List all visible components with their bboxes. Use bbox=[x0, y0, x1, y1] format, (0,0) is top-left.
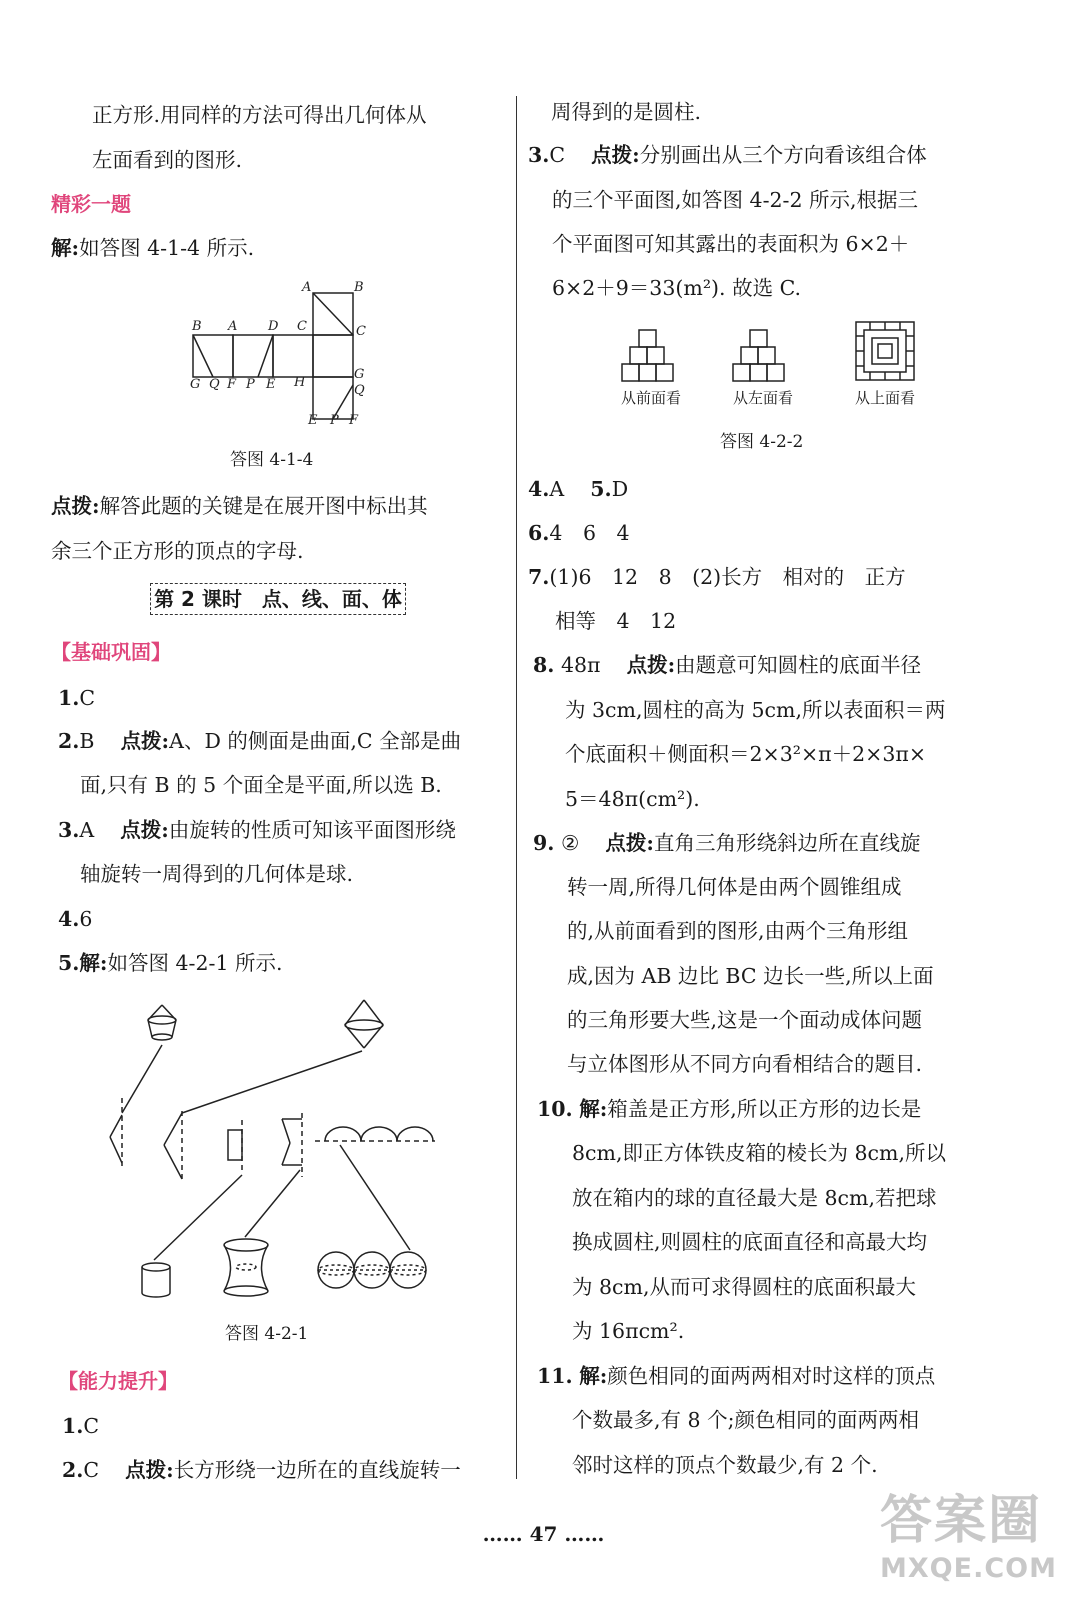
answer-line bbox=[58, 953, 283, 974]
figure-4-1-4 bbox=[180, 278, 380, 433]
vertex-label: C bbox=[356, 324, 366, 339]
plane-shape-3 bbox=[228, 1120, 242, 1170]
jie-label: 解: bbox=[579, 1364, 608, 1388]
question-number: 4. bbox=[528, 477, 550, 501]
answer-value: 6 bbox=[79, 907, 93, 931]
view-top-drawing bbox=[856, 322, 914, 380]
solid-double-cone bbox=[345, 1000, 383, 1048]
question-number: 9. bbox=[533, 831, 555, 855]
jie-label: 解: bbox=[79, 951, 108, 975]
hint-label: 点拨: bbox=[626, 653, 676, 677]
solid-cylinder bbox=[142, 1263, 170, 1297]
vertex-label: E bbox=[308, 413, 318, 428]
text-line: 的三角形要大些,这是一个面动成体问题 bbox=[567, 1008, 923, 1032]
vertex-label: F bbox=[227, 377, 237, 392]
answer-value: 4 6 4 bbox=[549, 521, 630, 545]
net-diagonal bbox=[258, 335, 273, 377]
hint-label: 点拨: bbox=[120, 729, 170, 753]
hint-text: 解答此题的关键是在展开图中标出其 bbox=[99, 494, 428, 518]
jie-label: 解: bbox=[579, 1097, 608, 1121]
text-line: 正方形.用同样的方法可得出几何体从 bbox=[92, 103, 427, 127]
view-front-drawing bbox=[622, 330, 673, 381]
vertex-label: A bbox=[302, 280, 312, 295]
text-line: 个平面图可知其露出的表面积为 6×2＋ bbox=[552, 232, 910, 256]
figure-4-2-2 bbox=[615, 318, 935, 390]
answer-line bbox=[58, 688, 95, 709]
text-line: 为 16πcm². bbox=[572, 1319, 685, 1343]
net-diagonal bbox=[313, 293, 353, 335]
figure-caption: 答图 4-1-4 bbox=[230, 450, 314, 470]
text-line: 8cm,即正方体铁皮箱的棱长为 8cm,所以 bbox=[572, 1141, 946, 1165]
vertex-label: H bbox=[294, 375, 306, 390]
text-line: 换成圆柱,则圆柱的底面直径和高最大均 bbox=[572, 1230, 928, 1254]
view-label: 从上面看 bbox=[855, 389, 916, 407]
answer-text: 如答图 4-2-1 所示. bbox=[107, 951, 283, 975]
answer-line bbox=[537, 1099, 921, 1120]
text-line: 周得到的是圆柱. bbox=[551, 100, 702, 124]
text-line: 为 3cm,圆柱的高为 5cm,所以表面积＝两 bbox=[565, 698, 946, 722]
vertex-label: P bbox=[330, 413, 339, 428]
question-number: 3. bbox=[528, 143, 550, 167]
vertex-label: G bbox=[190, 377, 201, 392]
plane-shape-1 bbox=[110, 1098, 122, 1170]
question-number: 4. bbox=[58, 907, 80, 931]
question-number: 2. bbox=[58, 729, 80, 753]
figure-caption: 答图 4-2-1 bbox=[225, 1324, 309, 1344]
answer-text: 如答图 4-1-4 所示. bbox=[79, 236, 255, 260]
answer-text: 箱盖是正方形,所以正方形的边长是 bbox=[607, 1097, 922, 1121]
hint-line: 余三个正方形的顶点的字母. bbox=[51, 539, 304, 563]
answer-line bbox=[533, 655, 921, 676]
answer-value: 48π bbox=[560, 653, 601, 677]
section-ability: 【能力提升】 bbox=[58, 1369, 178, 1393]
answer-line bbox=[58, 731, 461, 752]
text-line: 与立体图形从不同方向看相结合的题目. bbox=[567, 1052, 923, 1076]
question-number: 6. bbox=[528, 521, 550, 545]
figure-4-2-1 bbox=[100, 995, 450, 1305]
text-line: 轴旋转一周得到的几何体是球. bbox=[80, 862, 354, 886]
text-line: 个底面积＋侧面积＝2×3²×π＋2×3π× bbox=[565, 742, 927, 766]
vertex-label: F bbox=[349, 413, 359, 428]
answer-line bbox=[58, 820, 456, 841]
question-number: 8. bbox=[533, 653, 555, 677]
watermark-logo: 答案圈 bbox=[880, 1491, 1043, 1551]
view-label: 从左面看 bbox=[733, 389, 794, 407]
solid-cone-top bbox=[148, 1005, 176, 1040]
watermark-url: MXQE.COM bbox=[880, 1553, 1057, 1584]
plane-shape-4 bbox=[282, 1113, 302, 1177]
question-number: 3. bbox=[58, 818, 80, 842]
hint-line bbox=[51, 496, 428, 517]
net-square bbox=[273, 335, 313, 377]
vertex-label: P bbox=[246, 377, 255, 392]
plane-shape-2 bbox=[164, 1111, 182, 1179]
solid-three-spheres bbox=[318, 1252, 426, 1288]
page-number: …… 47 …… bbox=[482, 1522, 605, 1546]
text-line: 个数最多,有 8 个;颜色相同的面两两相 bbox=[572, 1408, 919, 1432]
net-square bbox=[193, 335, 233, 377]
view-label: 从前面看 bbox=[621, 389, 682, 407]
hint-label: 点拨: bbox=[125, 1458, 174, 1482]
answer-line bbox=[537, 1366, 935, 1387]
answer-text: 颜色相同的面两两相对时这样的顶点 bbox=[607, 1364, 936, 1388]
answer-line bbox=[528, 523, 630, 544]
question-number: 5. bbox=[58, 951, 80, 975]
section-highlight: 精彩一题 bbox=[51, 192, 131, 216]
hint-text: 由题意可知圆柱的底面半径 bbox=[675, 653, 922, 677]
plane-shape-5 bbox=[315, 1127, 435, 1141]
vertex-label: B bbox=[354, 280, 364, 295]
vertex-label: C bbox=[297, 319, 307, 334]
hint-text: A、D 的侧面是曲面,C 全部是曲 bbox=[169, 729, 462, 753]
question-number: 1. bbox=[58, 686, 80, 710]
vertex-label: Q bbox=[354, 383, 365, 398]
answer-value: ② bbox=[560, 831, 580, 855]
vertex-label: B bbox=[192, 319, 202, 334]
answer-value: A bbox=[79, 818, 95, 842]
hint-label: 点拨: bbox=[51, 494, 100, 518]
watermark bbox=[880, 1478, 1070, 1588]
answer-line bbox=[528, 145, 927, 166]
answer-line bbox=[533, 833, 920, 854]
vertex-label: D bbox=[268, 319, 279, 334]
hint-text: 长方形绕一边所在的直线旋转一 bbox=[173, 1458, 461, 1482]
text-line: 6×2＋9＝33(m²). 故选 C. bbox=[552, 276, 802, 300]
text-line: 邻时这样的顶点个数最少,有 2 个. bbox=[572, 1453, 878, 1477]
answer-line bbox=[58, 909, 92, 930]
question-number: 1. bbox=[62, 1414, 84, 1438]
figure-caption: 答图 4-2-2 bbox=[720, 432, 804, 452]
question-number: 10. bbox=[537, 1097, 573, 1121]
answer-value: A bbox=[549, 477, 565, 501]
hint-text: 直角三角形绕斜边所在直线旋 bbox=[653, 831, 921, 855]
answer-line bbox=[62, 1460, 461, 1481]
question-number: 2. bbox=[62, 1458, 84, 1482]
answer-line bbox=[528, 479, 628, 500]
question-number: 7. bbox=[528, 565, 550, 589]
jie-label: 解: bbox=[51, 236, 80, 260]
answer-value: C bbox=[83, 1414, 100, 1438]
vertex-label: A bbox=[228, 319, 238, 334]
net-diagonal bbox=[193, 335, 213, 377]
vertex-label: Q bbox=[209, 377, 220, 392]
answer-value: B bbox=[79, 729, 95, 753]
hint-label: 点拨: bbox=[591, 143, 640, 167]
answer-line bbox=[51, 238, 254, 259]
hint-label: 点拨: bbox=[605, 831, 654, 855]
answer-value: (1)6 12 8 (2)长方 相对的 正方 bbox=[549, 565, 906, 589]
net-square bbox=[233, 335, 273, 377]
hint-text: 由旋转的性质可知该平面图形绕 bbox=[168, 818, 456, 842]
answer-value: C bbox=[549, 143, 566, 167]
text-line: 转一周,所得几何体是由两个圆锥组成 bbox=[567, 875, 902, 899]
answer-value: C bbox=[83, 1458, 100, 1482]
text-line: 的三个平面图,如答图 4-2-2 所示,根据三 bbox=[552, 188, 919, 212]
text-line: 成,因为 AB 边比 BC 边长一些,所以上面 bbox=[567, 964, 934, 988]
question-number: 5. bbox=[590, 477, 612, 501]
column-divider bbox=[516, 96, 517, 1479]
answer-line bbox=[528, 567, 906, 588]
hint-label: 点拨: bbox=[120, 818, 169, 842]
solid-hourglass bbox=[224, 1239, 268, 1296]
text-line: 的,从前面看到的图形,由两个三角形组 bbox=[567, 919, 909, 943]
text-line: 5＝48π(cm²). bbox=[565, 787, 700, 811]
net-square bbox=[313, 335, 353, 377]
text-line: 为 8cm,从而可求得圆柱的底面积最大 bbox=[572, 1275, 916, 1299]
question-number: 11. bbox=[537, 1364, 573, 1388]
section-basic: 【基础巩固】 bbox=[51, 640, 171, 664]
vertex-label: G bbox=[354, 367, 365, 382]
hint-text: 分别画出从三个方向看该组合体 bbox=[639, 143, 927, 167]
view-left-drawing bbox=[733, 330, 784, 381]
lesson-title: 第 2 课时 点、线、面、体 bbox=[150, 583, 406, 615]
text-line: 左面看到的图形. bbox=[92, 148, 243, 172]
answer-value: C bbox=[79, 686, 96, 710]
text-line: 相等 4 12 bbox=[555, 609, 677, 633]
answer-value: D bbox=[611, 477, 629, 501]
text-line: 面,只有 B 的 5 个面全是平面,所以选 B. bbox=[80, 773, 442, 797]
answer-line bbox=[62, 1416, 99, 1437]
text-line: 放在箱内的球的直径最大是 8cm,若把球 bbox=[572, 1186, 937, 1210]
vertex-label: E bbox=[266, 377, 276, 392]
